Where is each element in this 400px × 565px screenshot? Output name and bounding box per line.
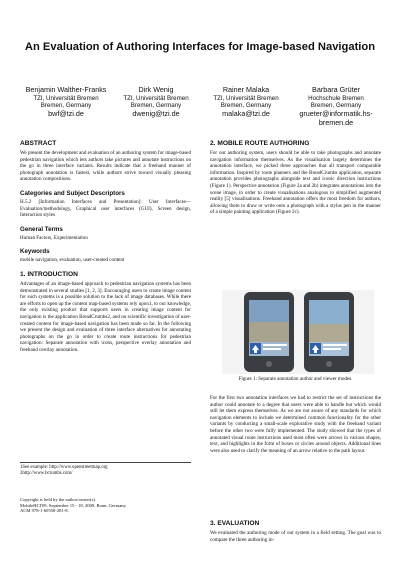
section3-heading: 3. EVALUATION <box>210 520 260 527</box>
author-3 <box>202 86 290 127</box>
author-4 <box>292 86 380 127</box>
section2-heading: 2. MOBILE ROUTE AUTHORING <box>210 140 310 147</box>
general-terms-heading: General Terms <box>20 225 63 233</box>
author-block <box>22 86 380 127</box>
categories-heading: Categories and Subject Descriptors <box>20 189 125 197</box>
author-city: Bremen, Germany <box>310 102 362 110</box>
categories-text: H.5.2 [Information Interfaces and Presentation]: User Interfaces—Evaluation/methodology, Graphical user interfaces (GUI), Screen design, Interaction styles <box>20 198 191 219</box>
author-name: Benjamin Walther-Franks <box>25 85 107 94</box>
abstract-heading: ABSTRACT <box>20 140 57 147</box>
author-city: Bremen, Germany <box>40 102 92 110</box>
figure-caption: Figure 1: Separate annotation author and viewer modes. <box>238 376 353 382</box>
intro-text: Advantages of an image-based approach to pedestrian navigation systems has been demonstrated in several studies [1, 2, 3]. Encouraging users to create image content for such systems is a possible solution to the lack of image databases. While there are efforts to open up the content map-based systems rely upon1, to our knowledge, the only existing product that supports users in creating image content for navigation is the application BreadCrumbs2, and no scientific investigation of user-created content for image-based navigation has been made so far. In the following we present the design and evaluation of three interface alternatives for annotating photographs on the go in order to create route instructions for pedestrian navigation: Separate annotation with icons, perspective overlay annotation and freehand overlay annotation. <box>20 280 191 353</box>
footnote-1: 1See example: http://www.openstreetmap.org <box>20 465 108 470</box>
author-affiliation: TZI, Universität Bremen <box>123 94 189 102</box>
author-email: bwf@tzi.de <box>48 109 84 119</box>
footnotes <box>20 462 191 477</box>
author-email: grueter@informatik.hs-bremen.de <box>299 109 373 127</box>
author-1 <box>22 86 110 127</box>
conference-line: MobileHCI'09, September 15 - 18, 2009, Bonn, Germany. <box>20 502 127 508</box>
author-name: Rainer Malaka <box>222 85 270 94</box>
abstract-text: We present the development and evaluation of an authoring system for image-based pedestrian navigation which lets authors take pictures and annotate instructions on the go in three interface variants. Results indicate that a freehand manner of photograph annotation is fastest, while authors strive toward visually pleasing annotation compositions. <box>20 150 191 183</box>
copyright-line: Copyright is held by the author/owner(s). <box>20 497 97 502</box>
left-phone-icon <box>244 292 294 372</box>
author-city: Bremen, Germany <box>220 102 272 110</box>
right-phone-icon <box>304 292 354 372</box>
keywords-text: mobile navigation, evaluation, user-created content <box>20 257 125 264</box>
author-affiliation: TZI, Universität Bremen <box>33 94 99 102</box>
paper-title: An Evaluation of Authoring Interfaces for Image-based Navigation <box>24 41 376 53</box>
author-name: Barbara Grüter <box>312 85 360 94</box>
author-email: malaka@tzi.de <box>222 109 270 119</box>
author-name: Dirk Wenig <box>138 85 174 94</box>
author-city: Bremen, Germany <box>130 102 182 110</box>
isbn-line: ACM 978-1-60558-281-8. <box>20 508 69 514</box>
section3 <box>210 520 381 546</box>
copyright-notice <box>20 497 191 514</box>
keywords-heading: Keywords <box>20 248 50 256</box>
author-email: dwenig@tzi.de <box>132 109 180 119</box>
footnote-2: 2http://www.bcrumbs.com/ <box>20 471 73 476</box>
author-2 <box>112 86 200 127</box>
right-column <box>210 140 381 219</box>
author-affiliation: TZI, Universität Bremen <box>213 94 279 102</box>
intro-heading: 1. INTRODUCTION <box>20 270 78 278</box>
section2-continued: For the first two annotation interfaces we had to restrict the set of instructions the author could annotate to a degree that users were able to handle but which would still let them express themselves. As we are not aware of any standards for which navigation elements to include we determined common functionality for the other variants by conducting a small-scale explorative study with the freehand variant before the other two were fully implemented. The study showed that the types of annotated visual route instructions used most often were arrows in various shapes, text, and highlights in the form of boxes or circles around objects. Additional lines were also used to clarify the meaning of an arrow relative to the path layout. <box>210 395 381 454</box>
author-affiliation: Hochschule Bremen <box>308 94 364 102</box>
figure-1-phone-screenshots <box>222 290 374 374</box>
section3-text: We evaluated the authoring mode of our system in a field setting. The goal was to compare the three authoring in- <box>210 530 381 543</box>
section2-text: For our authoring system, users should be able to take photographs and annotate navigation information themselves. As the visualisation largely determines the annotation interface, we picked three approaches that all transport comparable information. Inspired by route planners and the BreadCrumbs application, separate annotation provides photographs alongside text and iconic direction instructions (Figure 1). Perspective annotation (Figure 2a and 2b) integrates annotations into the scene image, in order to create visualisations analogous to simplified augmented reality [5] visualisations. Freehand annotation offers the most freedom for authors, allowing them to draw or write onto a photograph with a stylus pen in the manner of a simple painting application (Figure 2c). <box>210 150 381 216</box>
general-terms-text: Human Factors, Experimentation <box>20 234 88 241</box>
left-column <box>20 140 191 356</box>
